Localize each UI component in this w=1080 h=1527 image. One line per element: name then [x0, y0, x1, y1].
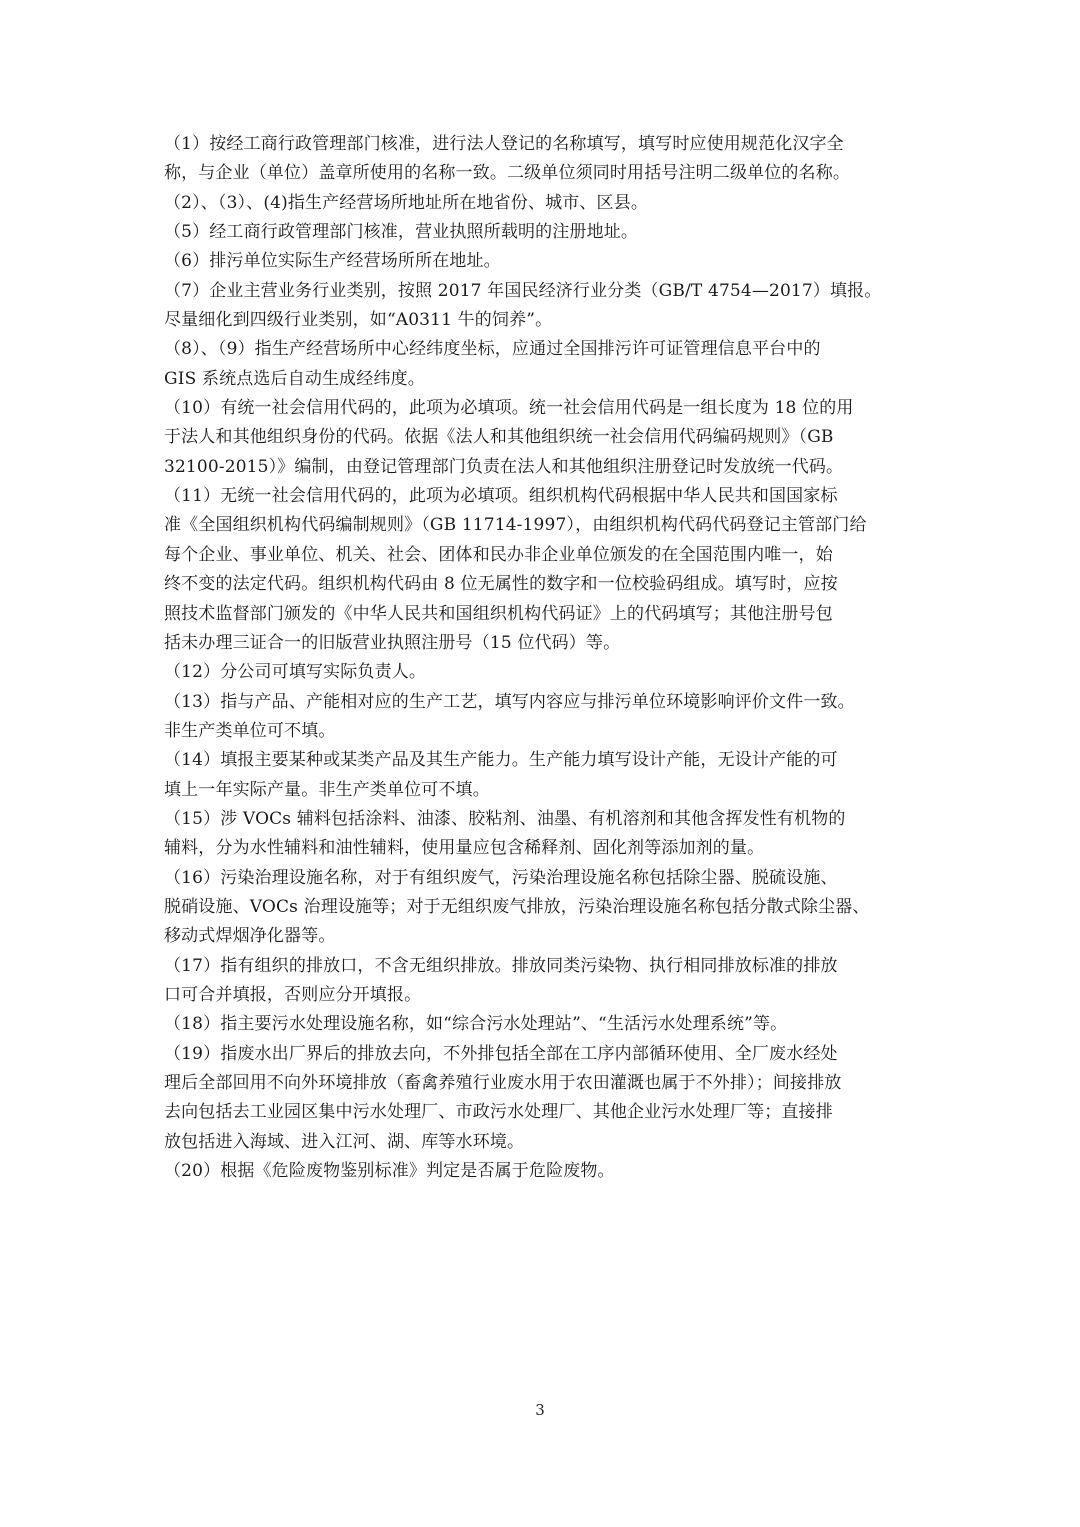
- note-line: 括未办理三证合一的旧版营业执照注册号（15 位代码）等。: [164, 632, 621, 653]
- note-line: （20）根据《危险废物鉴别标准》判定是否属于危险废物。: [164, 1161, 615, 1182]
- note-line: （15）涉 VOCs 辅料包括涂料、油漆、胶粘剂、油墨、有机溶剂和其他含挥发性有机物的: [164, 808, 846, 829]
- note-line: （12）分公司可填写实际负责人。: [164, 662, 427, 683]
- page-number: 3: [535, 1401, 545, 1419]
- note-line: 移动式焊烟净化器等。: [164, 926, 336, 947]
- note-line: 理后全部回用不向外环境排放（畜禽养殖行业废水用于农田灌溉也属于不外排）；间接排放: [164, 1073, 842, 1093]
- note-line: （2）、（3）、(4)指生产经营场所地址所在地省份、城市、区县。: [164, 192, 649, 213]
- note-line: （17）指有组织的排放口，不含无组织排放。排放同类污染物、执行相同排放标准的排放: [164, 955, 838, 976]
- note-line: 辅料，分为水性辅料和油性辅料，使用量应包含稀释剂、固化剂等添加剂的量。: [164, 838, 765, 859]
- note-line: 非生产类单位可不填。: [164, 720, 336, 741]
- note-line: GIS 系统点选后自动生成经纬度。: [164, 368, 425, 389]
- note-line: 填上一年实际产量。非生产类单位可不填。: [164, 779, 490, 800]
- note-line: 于法人和其他组织身份的代码。依据《法人和其他组织统一社会信用代码编码规则》（GB: [164, 427, 834, 448]
- note-line: 去向包括去工业园区集中污水处理厂、市政污水处理厂、其他企业污水处理厂等；直接排: [164, 1102, 833, 1123]
- note-line: （11）无统一社会信用代码的，此项为必填项。组织机构代码根据中华人民共和国国家标: [164, 486, 838, 507]
- note-line: 照技术监督部门颁发的《中华人民共和国组织机构代码证》上的代码填写；其他注册号包: [164, 603, 833, 624]
- note-line: 脱硝设施、VOCs 治理设施等；对于无组织废气排放，污染治理设施名称包括分散式除尘器、: [164, 896, 870, 917]
- note-line: （8）、（9）指生产经营场所中心经纬度坐标，应通过全国排污许可证管理信息平台中的: [164, 339, 821, 360]
- note-line: 尽量细化到四级行业类别，如“A0311 牛的饲养”。: [164, 310, 553, 331]
- note-line: （5）经工商行政管理部门核准，营业执照所载明的注册地址。: [164, 222, 639, 243]
- note-line: （6）排污单位实际生产经营场所所在地址。: [164, 251, 501, 272]
- note-line: （16）污染治理设施名称，对于有组织废气，污染治理设施名称包括除尘器、脱硫设施、: [164, 867, 838, 888]
- note-line: 口可合并填报，否则应分开填报。: [164, 984, 422, 1005]
- note-line: （7）企业主营业务行业类别，按照 2017 年国民经济行业分类（GB/T 4754—2017）填报。: [164, 280, 882, 301]
- note-line: （10）有统一社会信用代码的，此项为必填项。统一社会信用代码是一组长度为 18 位的用: [164, 398, 854, 419]
- notes-list: [164, 130, 920, 1186]
- note-line: 准《全国组织机构代码编制规则》（GB 11714-1997），由组织机构代码代码登记主管部门给: [164, 515, 867, 536]
- note-line: 每个企业、事业单位、机关、社会、团体和民办非企业单位颁发的在全国范围内唯一，始: [164, 544, 833, 565]
- note-line: 放包括进入海域、进入江河、湖、库等水环境。: [164, 1131, 525, 1152]
- note-line: 32100-2015）》编制，由登记管理部门负责在法人和其他组织注册登记时发放统一代码。: [164, 456, 844, 477]
- note-line: （19）指废水出厂界后的排放去向，不外排包括全部在工序内部循环使用、全厂废水经处: [164, 1043, 838, 1064]
- note-line: （1）按经工商行政管理部门核准，进行法人登记的名称填写，填写时应使用规范化汉字全: [164, 134, 844, 154]
- note-line: （18）指主要污水处理设施名称，如“综合污水处理站”、“生活污水处理系统”等。: [164, 1014, 788, 1035]
- note-line: 终不变的法定代码。组织机构代码由 8 位无属性的数字和一位校验码组成。填写时，应按: [164, 574, 838, 595]
- note-line: 称，与企业（单位）盖章所使用的名称一致。二级单位须同时用括号注明二级单位的名称。: [164, 163, 850, 184]
- note-line: （14）填报主要某种或某类产品及其生产能力。生产能力填写设计产能，无设计产能的可: [164, 750, 838, 771]
- note-line: （13）指与产品、产能相对应的生产工艺，填写内容应与排污单位环境影响评价文件一致。: [164, 691, 855, 712]
